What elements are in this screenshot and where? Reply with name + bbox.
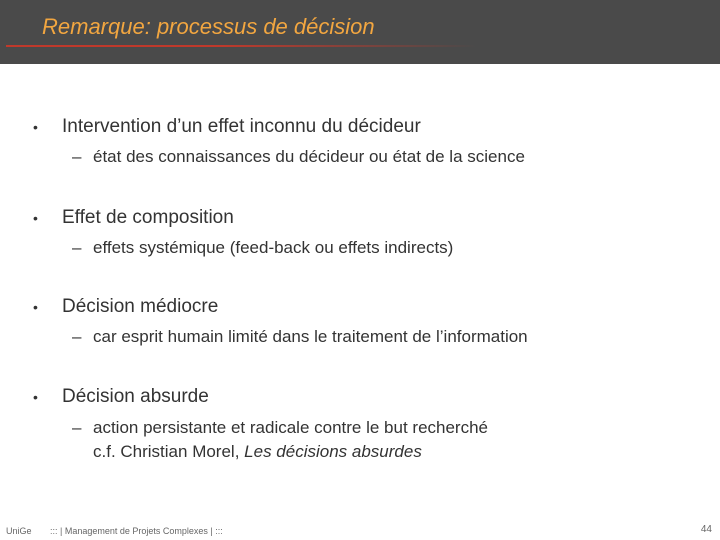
reference-book-title: Les décisions absurdes: [244, 442, 422, 461]
reference-prefix: c.f. Christian Morel,: [93, 442, 245, 461]
bullet-text: Intervention d’un effet inconnu du décideur: [62, 116, 421, 137]
bullet-marker: •: [33, 119, 38, 135]
footer-institution: UniGe: [6, 526, 32, 536]
sub-bullet-text: action persistante et radicale contre le but recherché: [93, 418, 489, 437]
bullet-marker: •: [33, 299, 38, 315]
sub-bullet-marker: –: [72, 327, 82, 346]
bullet-text: Effet de composition: [62, 207, 234, 228]
bullet-text: Décision absurde: [62, 386, 209, 407]
slide-title: Remarque: processus de décision: [42, 14, 375, 39]
page-number: 44: [700, 524, 712, 535]
footer-course-title: ::: | Management de Projets Complexes | :::: [50, 526, 223, 536]
sub-bullet-reference: [93, 441, 422, 463]
sub-bullet-marker: –: [72, 238, 82, 257]
sub-bullet-text: état des connaissances du décideur ou état de la science: [93, 147, 525, 166]
sub-bullet-marker: –: [72, 147, 82, 166]
sub-bullet-text: car esprit humain limité dans le traitement de l’information: [93, 327, 528, 346]
bullet-marker: •: [33, 210, 38, 226]
bullet-text: Décision médiocre: [62, 296, 219, 317]
bullet-marker: •: [33, 389, 38, 405]
sub-bullet-marker: –: [72, 418, 82, 437]
sub-bullet-text: effets systémique (feed-back ou effets indirects): [93, 238, 454, 257]
